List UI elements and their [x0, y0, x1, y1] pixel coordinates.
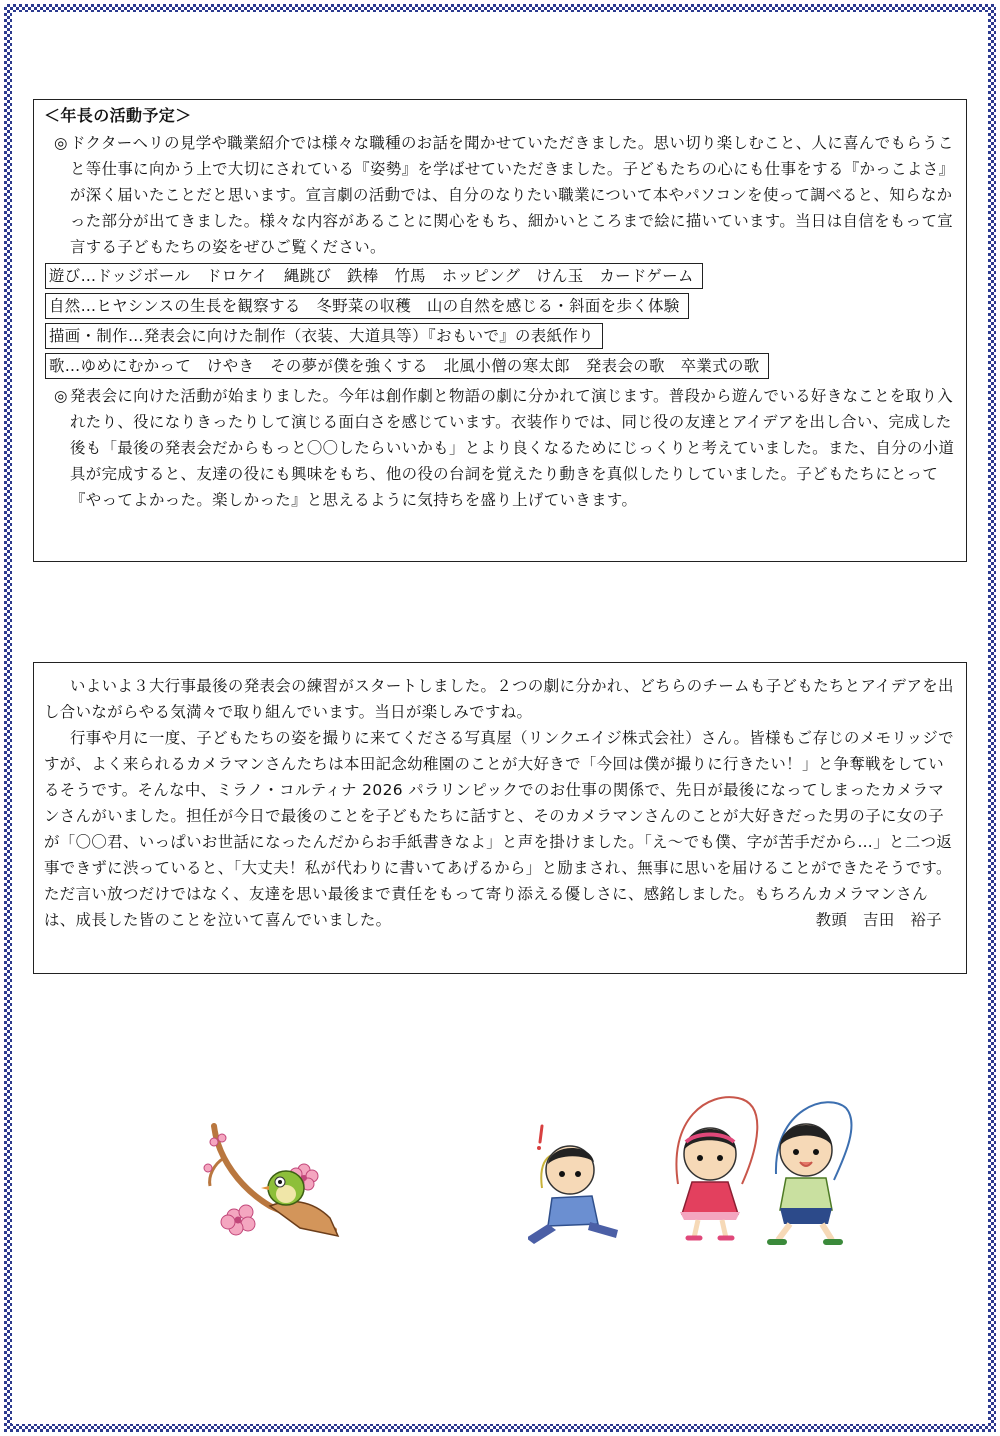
bullet-mark: ◎	[54, 387, 68, 405]
activity-list	[44, 263, 958, 379]
vice-principal-message-box	[33, 662, 967, 974]
activity-item-play: 遊び…ドッジボール ドロケイ 縄跳び 鉄棒 竹馬 ホッピング けん玉 カードゲーム	[45, 263, 703, 289]
message-paragraph-1: いよいよ３大行事最後の発表会の練習がスタートしました。２つの劇に分かれ、どちらのチームも子どもたちとアイデアを出し合いながらやる気満々で取り組んでいます。当日が楽しみですね。	[44, 677, 954, 721]
signature: 教頭 吉田 裕子	[815, 911, 942, 929]
bird-on-plum-branch-illustration	[200, 1118, 340, 1240]
activity-plan-paragraph-2: ◎ 発表会に向けた活動が始まりました。今年は創作劇と物語の劇に分かれて演じます。普段から遊んでいる好きなことを取り入れたり、役になりきったりして演じる面白さを感じています。衣装作りでは、同じ役の友達とアイデアを出し合い、完成した後も「最後の発表会だからもっと〇〇したらいいかも」とより良くなるためにじっくりと考えていました。また、自分の小道具が完成すると、友達の役にも興味をもち、他の役の台詞を覚えたり動きを真似したりしていました。子どもたちにとって『やってよかった。楽しかった』と思えるように気持ちを盛り上げていきます。	[44, 383, 958, 513]
bird-icon	[261, 1171, 304, 1205]
activity-plan-paragraph-1: ◎ ドクターヘリの見学や職業紹介では様々な職種のお話を聞かせていただきました。思い切り楽しむこと、人に喜んでもらうこと等仕事に向かう上で大切にされている『姿勢』を学ばせていただきました。子どもたちの心にも仕事をする『かっこよさ』が深く届いたことだと思います。宣言劇の活動では、自分のなりたい職業について本やパソコンを使って調べると、知らなかった部分が出てきました。様々な内容があることに関心をもち、細かいところまで絵に描いています。当日は自信をもって宣言する子どもたちの姿をぜひご覧ください。	[44, 130, 958, 260]
message-paragraph-2: 行事や月に一度、子どもたちの姿を撮りに来てくださる写真屋（リンクエイジ株式会社）さん。皆様もご存じのメモリッジですが、よく来られるカメラマンさんたちは本田記念幼稚園のことが大好きで「今回は僕が撮りに行きたい！」と争奪戦をしているそうです。そんな中、ミラノ・コルティナ 2026 パラリンピックでのお仕事の関係で、先日が最後になってしまったカメラマンさんがいました。担任が今日で最後のことを子どもたちに話すと、そのカメラマンさんのことが大好きだった男の子に女の子が「〇〇君、いっぱいお世話になったんだからお手紙書きなよ」と声を掛けました。「え～でも僕、字が苦手だから…」と二つ返事できずに渋っていると、「大丈夫！私が代わりに書いてあげるから」と励まされ、無事に思いを届けることができたそうです。ただ言い放つだけではなく、友達を思い最後まで責任をもって寄り添える優しさに、感銘しました。もちろんカメラマンさんは、成長した皆のことを泣いて喜んでいました。 教頭 吉田 裕子	[44, 725, 954, 933]
child-jumping-girl-icon	[680, 1128, 740, 1238]
activity-plan-box	[33, 99, 967, 562]
child-sitting-icon	[528, 1146, 618, 1244]
activity-item-nature: 自然…ヒヤシンスの生長を観察する 冬野菜の収穫 山の自然を感じる・斜面を歩く体験	[45, 293, 689, 319]
activity-item-songs: 歌…ゆめにむかって けやき その夢が僕を強くする 北風小僧の寒太郎 発表会の歌 卒業式の歌	[45, 353, 769, 379]
children-jump-rope-illustration	[528, 1088, 868, 1258]
activity-plan-heading: ＜年長の活動予定＞	[44, 106, 192, 125]
bullet-mark: ◎	[54, 134, 68, 152]
activity-item-drawing: 描画・制作…発表会に向けた制作（衣装、大道具等）『おもいで』の表紙作り	[45, 323, 603, 349]
